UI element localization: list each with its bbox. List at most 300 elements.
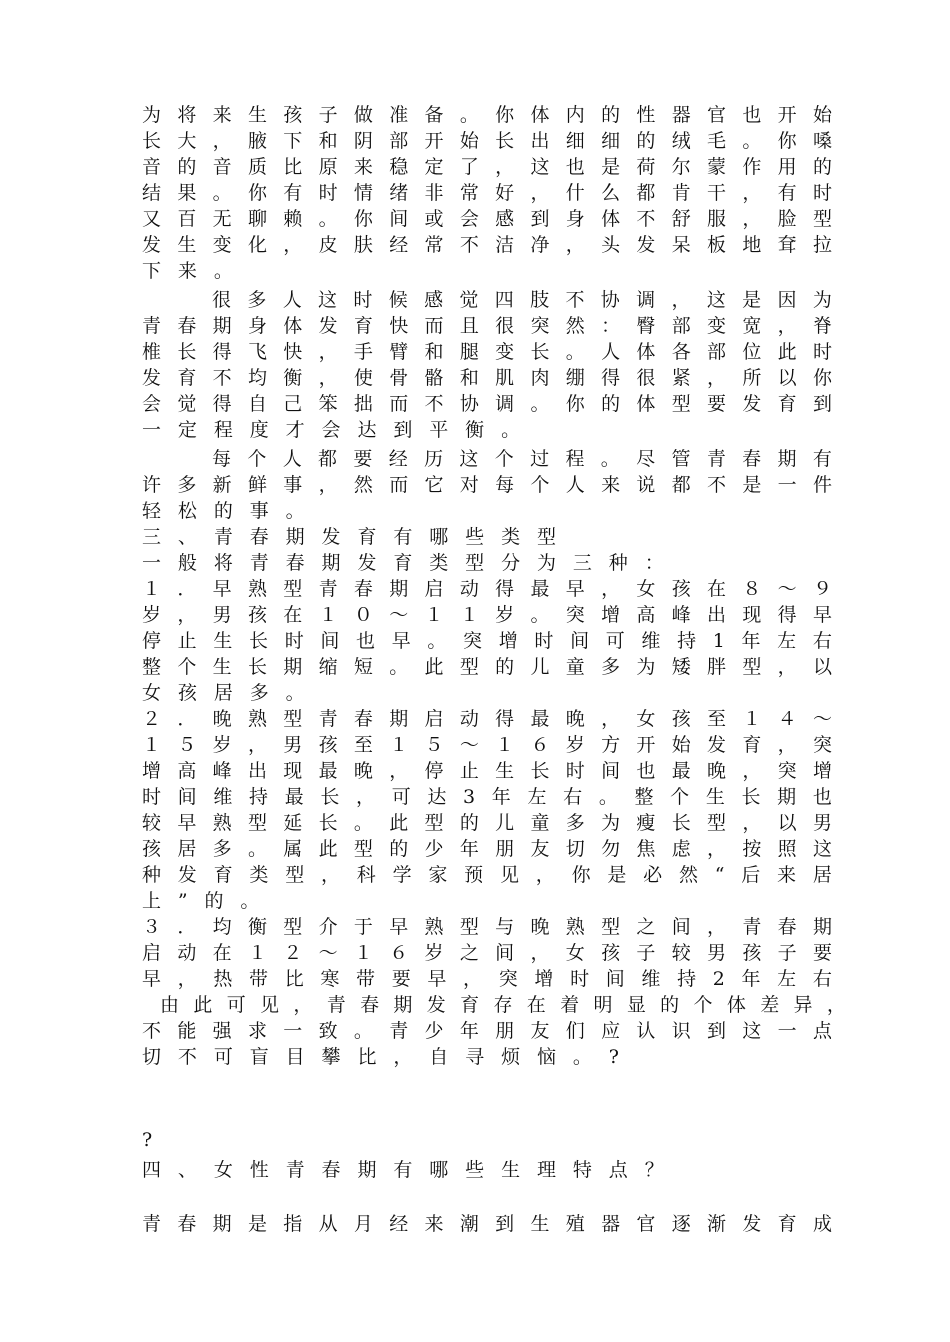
text-line [142, 155, 832, 179]
glyph: 整 [634, 786, 654, 808]
text-line [142, 1019, 832, 1043]
glyph: 熟 [247, 708, 267, 730]
glyph: 青 [326, 994, 346, 1016]
list-item-line [142, 707, 832, 731]
text-line [142, 1128, 832, 1152]
glyph: 此 [193, 994, 213, 1016]
glyph: 恼 [536, 1046, 556, 1068]
glyph: 春 [360, 994, 380, 1016]
glyph: 有 [283, 182, 303, 204]
glyph: 。 [318, 208, 338, 230]
glyph: 得 [777, 604, 797, 626]
glyph: 定 [177, 419, 197, 441]
glyph: 显 [626, 994, 646, 1016]
glyph: 孩 [318, 734, 338, 756]
glyph: 协 [600, 289, 620, 311]
glyph: 然 [565, 315, 585, 337]
glyph: 子 [636, 942, 656, 964]
glyph: 。 [353, 1020, 373, 1042]
glyph: 间 [389, 208, 409, 230]
glyph: 拙 [353, 393, 373, 415]
glyph: １ [142, 578, 162, 600]
glyph: 这 [459, 448, 479, 470]
glyph: 很 [495, 315, 515, 337]
glyph: 殖 [565, 1213, 585, 1235]
glyph: 此 [777, 341, 797, 363]
glyph: 的 [204, 890, 224, 912]
glyph: ～ [389, 604, 409, 626]
text-line [142, 259, 832, 283]
glyph: 。 [501, 419, 521, 441]
glyph: 期 [777, 786, 797, 808]
glyph: 的 [812, 156, 832, 178]
glyph: 骼 [424, 367, 444, 389]
glyph: ， [212, 130, 232, 152]
glyph: 晚 [212, 708, 232, 730]
glyph: 协 [459, 393, 479, 415]
glyph: 的 [601, 104, 621, 126]
glyph: 为 [636, 656, 656, 678]
glyph: 孩 [601, 942, 621, 964]
glyph: 可 [605, 630, 625, 652]
glyph: 个 [530, 474, 550, 496]
glyph: 臂 [389, 341, 409, 363]
glyph: 育 [213, 864, 233, 886]
glyph: 异 [793, 994, 813, 1016]
glyph: 有 [777, 182, 797, 204]
glyph: 启 [424, 708, 444, 730]
glyph: 突 [812, 734, 832, 756]
glyph: 得 [212, 341, 232, 363]
glyph: １ [742, 708, 762, 730]
glyph: 存 [493, 994, 513, 1016]
glyph: 也 [812, 786, 832, 808]
glyph: 春 [353, 578, 373, 600]
glyph: 音 [142, 156, 162, 178]
glyph: 开 [636, 734, 656, 756]
glyph: 始 [459, 130, 479, 152]
glyph: 此 [389, 812, 409, 834]
glyph: 体 [636, 341, 656, 363]
glyph: 个 [177, 656, 197, 678]
glyph: 切 [142, 1046, 162, 1068]
glyph: ？ [644, 1159, 664, 1181]
glyph: 皮 [318, 234, 338, 256]
glyph: 来 [177, 260, 197, 282]
glyph: 按 [742, 838, 762, 860]
glyph: 时 [353, 289, 373, 311]
glyph: 做 [353, 104, 373, 126]
glyph: 右 [812, 968, 832, 990]
glyph: 头 [601, 234, 621, 256]
glyph: 型 [812, 208, 832, 230]
glyph: ． [177, 916, 197, 938]
glyph: 期 [357, 1159, 377, 1181]
text-line [142, 1212, 832, 1236]
glyph: 又 [142, 208, 162, 230]
glyph: ： [601, 315, 621, 337]
glyph: ～ [812, 708, 832, 730]
glyph: 胖 [707, 656, 727, 678]
glyph: 儿 [530, 656, 550, 678]
glyph: 左 [777, 968, 797, 990]
glyph: 生 [495, 760, 515, 782]
glyph: 焦 [636, 838, 656, 860]
glyph: 一 [777, 1020, 797, 1042]
glyph: ， [389, 760, 409, 782]
glyph: ? [608, 1046, 619, 1068]
glyph: 。 [742, 130, 762, 152]
glyph: 细 [565, 130, 585, 152]
glyph: 要 [391, 968, 411, 990]
glyph: 许 [142, 474, 162, 496]
glyph: 较 [671, 942, 691, 964]
glyph: 子 [777, 942, 797, 964]
text-line [142, 733, 832, 757]
glyph: 件 [812, 474, 832, 496]
text-line [142, 233, 832, 257]
glyph: 点 [608, 1159, 628, 1181]
glyph: 毛 [707, 130, 727, 152]
text-line [142, 103, 832, 127]
glyph: 这 [530, 156, 550, 178]
glyph: 发 [742, 393, 762, 415]
glyph: ” [177, 890, 188, 912]
glyph: 也 [742, 104, 762, 126]
glyph: １ [424, 604, 444, 626]
glyph: 晚 [530, 916, 550, 938]
glyph: 体 [726, 994, 746, 1016]
glyph: 常 [459, 182, 479, 204]
glyph: 都 [636, 182, 656, 204]
glyph: 始 [671, 734, 691, 756]
glyph: 女 [636, 578, 656, 600]
glyph: 也 [356, 630, 376, 652]
glyph: 化 [247, 234, 267, 256]
glyph: “ [714, 864, 725, 886]
glyph: 增 [142, 760, 162, 782]
glyph: 。 [598, 786, 618, 808]
glyph: 青 [213, 526, 233, 548]
glyph: 哪 [429, 526, 449, 548]
glyph: 间 [570, 630, 590, 652]
glyph: 常 [424, 234, 444, 256]
glyph: 来 [353, 156, 373, 178]
glyph: 友 [530, 838, 550, 860]
glyph: 达 [427, 786, 447, 808]
glyph: 间 [671, 916, 691, 938]
glyph: 使 [353, 367, 373, 389]
glyph: 期 [321, 552, 341, 574]
glyph: 不 [707, 474, 727, 496]
glyph: 早 [391, 630, 411, 652]
glyph: ， [463, 968, 483, 990]
glyph: 要 [707, 393, 727, 415]
glyph: 度 [249, 419, 269, 441]
glyph: 动 [177, 942, 197, 964]
glyph: 必 [643, 864, 663, 886]
glyph: 孩 [177, 682, 197, 704]
glyph: 然 [678, 864, 698, 886]
glyph: 得 [495, 578, 515, 600]
glyph: 下 [283, 130, 303, 152]
glyph: 的 [213, 500, 233, 522]
glyph: 型 [283, 578, 303, 600]
glyph: 属 [283, 838, 303, 860]
glyph: 早 [427, 968, 447, 990]
glyph: 岁 [495, 604, 515, 626]
glyph: 育 [177, 367, 197, 389]
glyph: 见 [499, 864, 519, 886]
glyph: 非 [424, 182, 444, 204]
glyph: 长 [530, 341, 550, 363]
glyph: 都 [318, 448, 338, 470]
glyph: 较 [142, 812, 162, 834]
glyph: 攀 [321, 1046, 341, 1068]
glyph: 逐 [671, 1213, 691, 1235]
glyph: 育 [777, 393, 797, 415]
glyph: 器 [671, 104, 691, 126]
glyph: 型 [601, 916, 621, 938]
glyph: ， [320, 864, 340, 886]
glyph: ， [742, 182, 762, 204]
glyph: 的 [459, 812, 479, 834]
glyph: 三 [142, 526, 162, 548]
glyph: 增 [498, 630, 518, 652]
glyph: 春 [321, 1159, 341, 1181]
glyph: 突 [498, 968, 518, 990]
glyph: 求 [247, 1020, 267, 1042]
text-line [142, 366, 832, 390]
glyph: 春 [777, 916, 797, 938]
glyph: ． [177, 578, 197, 600]
text-line [142, 629, 832, 653]
glyph: 过 [530, 448, 550, 470]
glyph: 你 [565, 393, 585, 415]
glyph: 到 [393, 419, 413, 441]
list-item-line [142, 915, 832, 939]
glyph: 可 [391, 786, 411, 808]
glyph: 。 [285, 500, 305, 522]
glyph: 类 [501, 526, 521, 548]
glyph: 青 [142, 315, 162, 337]
glyph: 到 [707, 1020, 727, 1042]
glyph: 在 [526, 994, 546, 1016]
glyph: 有 [812, 448, 832, 470]
glyph: ２ [283, 942, 303, 964]
glyph: ， [601, 708, 621, 730]
glyph: 长 [671, 812, 691, 834]
glyph: 理 [536, 1159, 556, 1181]
glyph: 于 [353, 916, 373, 938]
glyph: 开 [424, 130, 444, 152]
glyph: 育 [357, 526, 377, 548]
glyph: 孩 [742, 942, 762, 964]
glyph: 生 [212, 656, 232, 678]
glyph: 期 [212, 1213, 232, 1235]
glyph: 至 [353, 734, 373, 756]
glyph: 型 [459, 656, 479, 678]
glyph: 不 [459, 234, 479, 256]
glyph: 感 [424, 289, 444, 311]
glyph: 经 [389, 234, 409, 256]
glyph: 长 [142, 130, 162, 152]
glyph: 时 [812, 182, 832, 204]
glyph: 变 [212, 234, 232, 256]
glyph: 识 [671, 1020, 691, 1042]
glyph: 位 [742, 341, 762, 363]
glyph: 比 [284, 968, 304, 990]
glyph: 为 [812, 289, 832, 311]
glyph: 。 [530, 604, 550, 626]
glyph: 是 [742, 289, 762, 311]
glyph: 早 [142, 968, 162, 990]
glyph: 年 [459, 1020, 479, 1042]
glyph: 止 [177, 630, 197, 652]
glyph: １ [389, 734, 409, 756]
glyph: 最 [530, 708, 550, 730]
glyph: 然 [353, 474, 373, 496]
glyph: 质 [247, 156, 267, 178]
glyph: 。 [247, 838, 267, 860]
glyph: 候 [388, 289, 408, 311]
glyph: 女 [565, 942, 585, 964]
glyph: 自 [429, 1046, 449, 1068]
glyph: 宽 [742, 315, 762, 337]
glyph: 为 [536, 552, 556, 574]
text-line [142, 941, 832, 965]
glyph: 间 [605, 968, 625, 990]
glyph: ， [530, 182, 550, 204]
glyph: 指 [283, 1213, 303, 1235]
glyph: １ [247, 942, 267, 964]
glyph: 烦 [501, 1046, 521, 1068]
text-line [142, 473, 832, 497]
glyph: 觉 [177, 393, 197, 415]
glyph: 青 [389, 1020, 409, 1042]
glyph: 体 [601, 208, 621, 230]
glyph: 青 [142, 1213, 162, 1235]
glyph: 熟 [212, 812, 232, 834]
glyph: ～ [777, 578, 797, 600]
glyph: ３ [142, 916, 162, 938]
glyph: 型 [465, 552, 485, 574]
glyph: 的 [601, 393, 621, 415]
glyph: 间 [177, 786, 197, 808]
glyph: 切 [565, 838, 585, 860]
glyph: 部 [389, 130, 409, 152]
glyph: 家 [428, 864, 448, 886]
glyph: 目 [285, 1046, 305, 1068]
glyph: ～ [459, 734, 479, 756]
text-line [142, 340, 832, 364]
glyph: 增 [534, 968, 554, 990]
glyph: 赖 [283, 208, 303, 230]
glyph: 在 [283, 604, 303, 626]
glyph: 可 [226, 994, 246, 1016]
text-line [142, 181, 832, 205]
glyph: 青 [285, 1159, 305, 1181]
glyph: 1 [712, 630, 725, 652]
glyph: 的 [636, 130, 656, 152]
glyph: 得 [601, 367, 621, 389]
glyph: 持 [677, 968, 697, 990]
glyph: 椎 [142, 341, 162, 363]
glyph: ? [142, 1129, 153, 1151]
glyph: ． [177, 708, 197, 730]
glyph: 带 [356, 968, 376, 990]
glyph: 定 [424, 156, 444, 178]
glyph: 而 [389, 474, 409, 496]
glyph: 会 [459, 208, 479, 230]
glyph: 延 [283, 812, 303, 834]
glyph: 也 [636, 760, 656, 782]
glyph: 嗓 [812, 130, 832, 152]
glyph: 而 [424, 315, 444, 337]
glyph: 月 [353, 1213, 373, 1235]
glyph: 聊 [247, 208, 267, 230]
text-line [142, 314, 832, 338]
glyph: 童 [565, 656, 585, 678]
glyph: 型 [247, 812, 267, 834]
glyph: 少 [424, 1020, 444, 1042]
glyph: 为 [601, 812, 621, 834]
glyph: 调 [636, 289, 656, 311]
text-line [142, 392, 832, 416]
glyph: 人 [601, 341, 621, 363]
glyph: 比 [357, 1046, 377, 1068]
glyph: 多 [177, 474, 197, 496]
glyph: 2 [712, 968, 725, 990]
glyph: 多 [565, 812, 585, 834]
glyph: 早 [389, 916, 409, 938]
glyph: 多 [601, 656, 621, 678]
glyph: 型 [459, 916, 479, 938]
glyph: 时 [570, 968, 590, 990]
glyph: 男 [707, 942, 727, 964]
glyph: 型 [742, 656, 762, 678]
paragraph-first-line [212, 447, 832, 471]
glyph: 在 [707, 578, 727, 600]
glyph: 到 [812, 393, 832, 415]
glyph: 感 [495, 208, 515, 230]
glyph: 型 [285, 864, 305, 886]
glyph: 个 [494, 448, 514, 470]
glyph: 潮 [459, 1213, 479, 1235]
glyph: 性 [636, 104, 656, 126]
glyph: 来 [777, 864, 797, 886]
glyph: 哪 [429, 1159, 449, 1181]
glyph: 绒 [671, 130, 691, 152]
glyph: 发 [321, 526, 341, 548]
glyph: ５ [424, 734, 444, 756]
glyph: 你 [247, 182, 267, 204]
glyph: 年 [459, 838, 479, 860]
glyph: 右 [563, 786, 583, 808]
glyph: ， [742, 208, 762, 230]
glyph: ２ [142, 708, 162, 730]
glyph: 动 [459, 708, 479, 730]
text-line [142, 785, 832, 809]
glyph: ， [601, 578, 621, 600]
glyph: １ [142, 734, 162, 756]
glyph: 好 [495, 182, 515, 204]
glyph: 早 [177, 812, 197, 834]
glyph: 熟 [247, 578, 267, 600]
glyph: 子 [318, 104, 338, 126]
glyph: 个 [247, 448, 267, 470]
glyph: 瘦 [636, 812, 656, 834]
